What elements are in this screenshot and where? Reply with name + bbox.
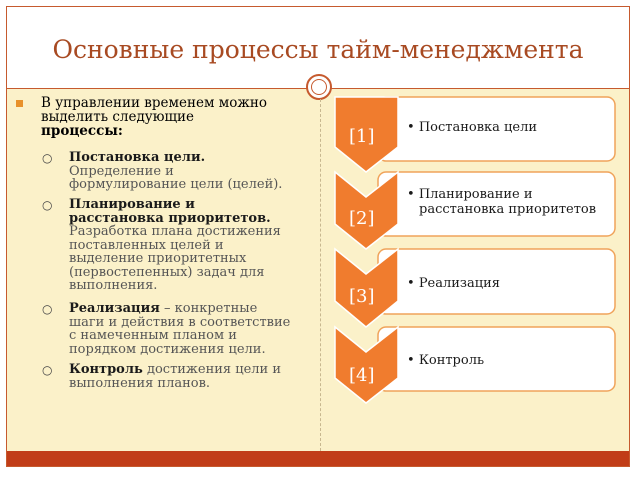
item-desc: шаги и действия в соответствие	[69, 314, 291, 330]
step-text-3: • Реализация	[407, 276, 500, 291]
slide-title: Основные процессы тайм-менеджмента	[52, 35, 584, 64]
item-title: Реализация – конкретные	[69, 301, 258, 316]
circle-bullet-icon: ○	[42, 302, 53, 316]
item-desc: порядком достижения цели.	[69, 341, 266, 357]
item-desc: Определение и	[69, 163, 174, 179]
intro-line-2: выделить следующие	[41, 109, 195, 125]
item-desc: формулирование цели (целей).	[69, 177, 283, 192]
circle-bullet-icon: ○	[42, 151, 53, 165]
step-text-1: • Постановка цели	[407, 120, 537, 135]
intro-line-3: процессы:	[41, 123, 123, 139]
item-desc: выполнения.	[69, 278, 158, 293]
step-number-1: [1]	[349, 126, 375, 147]
step-number-3: [3]	[349, 286, 375, 307]
step-text-2: • Планирование и расстановка приоритетов	[407, 187, 597, 217]
item-title: Контроль достижения цели и	[69, 362, 282, 377]
item-title: Планирование и	[69, 197, 195, 212]
item-desc: с намеченным планом и	[69, 328, 237, 343]
intro-line-1: В управлении временем можно	[41, 95, 267, 111]
item-desc: Разработка плана достижения	[69, 224, 281, 239]
step-number-4: [4]	[349, 365, 375, 386]
item-desc: выполнения планов.	[69, 375, 211, 391]
item-title: Постановка цели.	[69, 150, 206, 165]
circle-bullet-icon: ○	[42, 363, 53, 377]
circle-bullet-icon: ○	[42, 198, 53, 212]
item-desc: выделение приоритетных	[69, 251, 247, 266]
step-number-2: [2]	[349, 208, 375, 229]
item-title: расстановка приоритетов.	[69, 210, 271, 226]
item-desc: (первостепенных) задач для	[69, 264, 265, 280]
item-desc: поставленных целей и	[69, 237, 224, 253]
step-text-4: • Контроль	[407, 353, 485, 368]
